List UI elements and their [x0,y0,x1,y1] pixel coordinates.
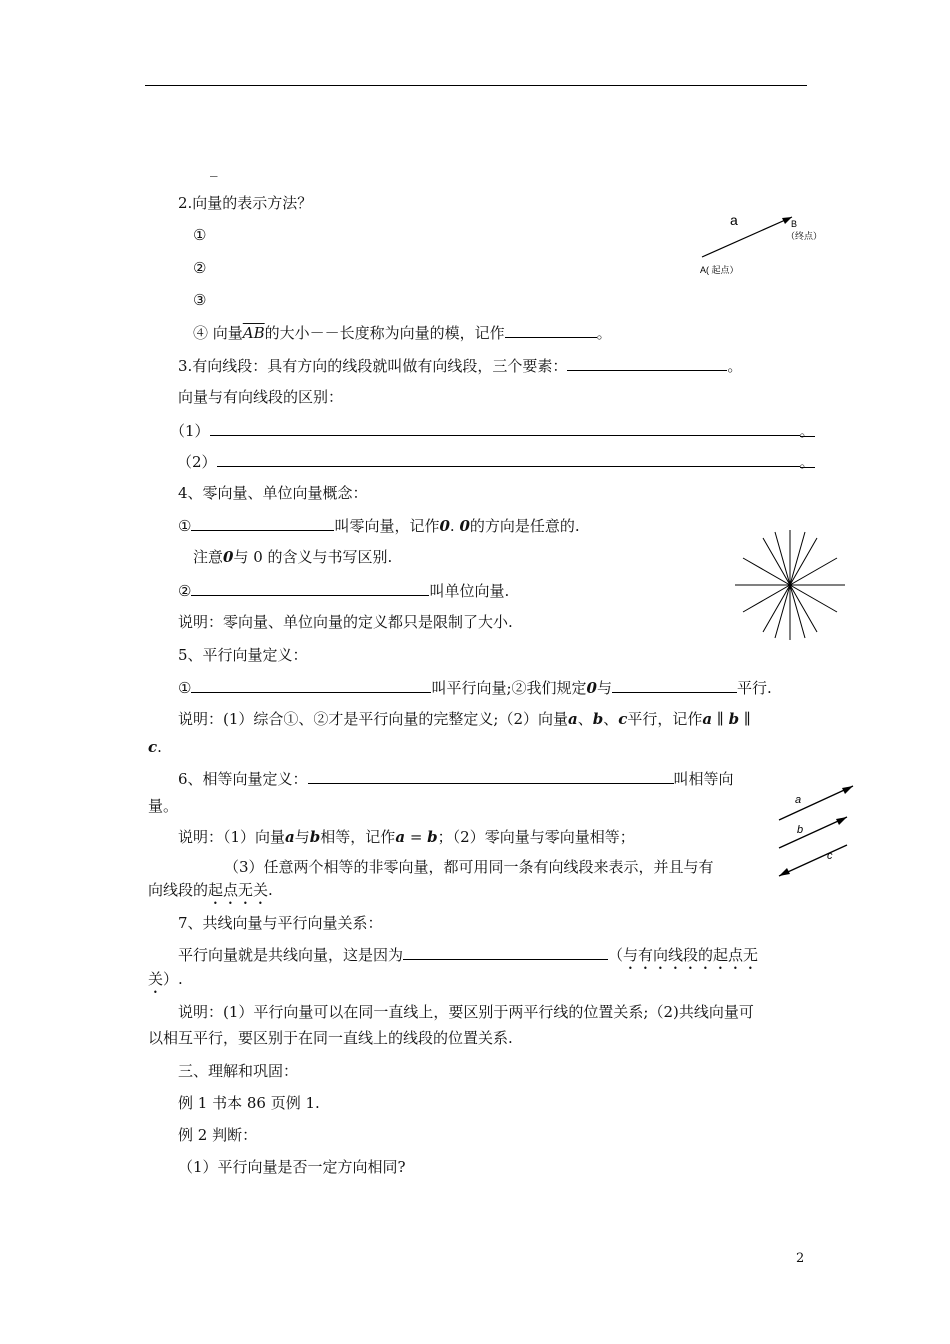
item-number: （1） [170,422,210,440]
section-5-title: 5、平行向量定义： [178,646,308,664]
vector-label-start: A( 起点） [700,265,739,275]
item-marker: ① [178,679,192,697]
section-7-line-2 [148,969,183,997]
vector-b: b [728,710,740,728]
period: 。 [596,324,612,342]
vector-label-a: a [730,212,738,228]
section-3-understanding-title: 三、理解和巩固： [178,1062,299,1080]
parallel-symbol: ∥ [712,710,729,728]
section-7-title: 7、共线向量与平行向量关系： [178,914,383,932]
equal-text: 相等，记作 [320,828,396,846]
section-6-title: 6、相等向量定义： [178,770,308,788]
section-7-explain-1: 说明：(1）平行向量可以在同一直线上，要区别于两平行线的位置关系;（2)共线向量可 [178,1003,754,1021]
open-paren: （ [608,946,624,964]
separator: 、 [577,710,593,728]
close-paren: ）. [163,970,183,988]
vector-a: a [568,710,578,728]
vector-b: b [592,710,604,728]
vector-b: b [309,828,321,846]
example-2: 例 2 判断： [178,1126,258,1144]
vector-segment-difference: 向量与有向线段的区别： [178,388,344,406]
label-c: c [827,850,833,862]
modulus-prefix: ④ 向量 [193,324,243,342]
equal-vectors-diagram [775,780,855,880]
section-6-line [178,768,734,789]
starburst-rays [735,530,845,640]
section-7-line-1 [178,944,758,973]
header-rule [145,85,807,86]
section-2-title: 2.向量的表示方法？ [178,194,313,212]
parallel-def-line [178,677,772,698]
vector-label-end: （终点） [786,231,823,241]
section-4-explain: 说明：零向量、单位向量的定义都只是限制了大小. [178,613,513,631]
period: . [449,517,460,535]
zero-symbol: 0 [459,517,470,535]
vector-label-b: B [791,219,798,229]
label-a: a [795,794,802,806]
zero-vector-text: 叫零向量，记作 [334,517,440,535]
period: 。 [799,422,815,440]
item-number: （2） [177,453,217,471]
equal-vector-suffix: 叫相等向 [673,770,734,788]
item-marker-3: ③ [193,291,207,309]
zero-vector-line [178,515,580,536]
vector-a: a [285,828,295,846]
difference-line-1 [170,420,815,441]
zero-symbol: 0 [586,679,597,697]
period: 。 [727,357,743,375]
zero-symbol: 0 [223,548,234,566]
parallel-with: 与 [596,679,612,697]
emphasized-text: 与有向线段的起点无 [623,946,759,964]
item-marker-1: ① [193,226,207,244]
vector-b: b [427,828,438,846]
section-7-explain-2: 以相互平行，要区别于在同一直线上的线段的位置关系. [148,1029,513,1047]
vector-arrow-line [702,217,792,257]
arrowhead-c [779,868,790,876]
period: . [157,738,162,756]
and-text: 与 [294,828,310,846]
blank-unit-vector [191,580,429,596]
note-text: 与 0 的含义与书写区别. [233,548,393,566]
item-marker: ② [178,582,192,600]
vector-a: a [702,710,713,728]
zero-equal-text: ；（2）零向量与零向量相等； [437,828,635,846]
example-2-question-1: （1）平行向量是否一定方向相同? [178,1158,406,1176]
note-label: 注意 [193,548,224,566]
parallel-arrows [779,786,853,876]
item-marker-2: ② [193,259,207,277]
section-5-explain [178,709,751,729]
explain-text: 向线段的 [148,881,209,899]
vector-c: c [148,738,158,756]
blank-difference-2 [217,451,800,467]
emphasized-text: 关 [148,970,164,988]
section-4-title: 4、零向量、单位向量概念： [178,484,368,502]
note-line [193,547,392,567]
unit-vector-text: 叫单位向量. [429,582,510,600]
zero-symbol: 0 [439,517,450,535]
parallel-end: 平行. [736,679,772,697]
blank-difference-1 [210,420,800,436]
label-b: b [797,824,804,836]
section-5-explain-wrap [148,737,162,757]
vector-c: c [618,710,628,728]
parallel-text: 叫平行向量;②我们规定 [431,679,587,697]
unit-vector-line [178,580,509,601]
blank-modulus [505,322,597,338]
modulus-line [193,322,612,343]
difference-line-2 [177,451,815,472]
collinear-text: 平行向量就是共线向量，这是因为 [178,946,404,964]
page-number: 2 [796,1251,805,1266]
example-1: 例 1 书本 86 页例 1. [178,1094,320,1112]
equals-sign: = [405,828,428,846]
vector-a: a [395,828,406,846]
arrowhead-b [836,817,847,825]
zero-direction-text: 的方向是任意的. [469,517,580,535]
blank-zero-vector [191,515,334,531]
explain-text-2: 平行，记作 [627,710,703,728]
section-6-wrap: 量。 [148,797,179,815]
vector-ab-symbol: $\overline{AB}$ [242,324,265,342]
parallel-symbol: ∥ [739,710,751,728]
section-3-title: 3.有向线段：具有方向的线段就叫做有向线段，三个要素： [178,357,568,375]
vector-diagram [690,205,840,290]
zero-vector-starburst [735,530,845,640]
explain-text: 说明：（1）向量 [178,828,286,846]
blank-parallel-vector [191,677,431,693]
arrowhead-a [842,786,853,794]
section-6-explain-3 [148,880,273,908]
blank-parallel-with [612,677,737,693]
section-6-explain-2: （3）任意两个相等的非零向量，都可用同一条有向线段来表示，并且与有 [224,858,714,876]
section-3-title-line [178,355,742,376]
stray-dash: _ [210,159,218,177]
modulus-text: 的大小－－长度称为向量的模，记作 [264,324,505,342]
section-6-explain-1 [178,827,635,847]
period: 。 [799,453,815,471]
item-marker: ① [178,517,192,535]
emphasized-text: 起点无关 [208,881,269,899]
explain-text: 说明：(1）综合①、②才是平行向量的完整定义;（2）向量 [178,710,568,728]
blank-reason [403,944,608,960]
blank-equal-vector [308,768,674,784]
separator: 、 [603,710,619,728]
period: . [268,881,273,899]
blank-three-elements [567,355,727,371]
